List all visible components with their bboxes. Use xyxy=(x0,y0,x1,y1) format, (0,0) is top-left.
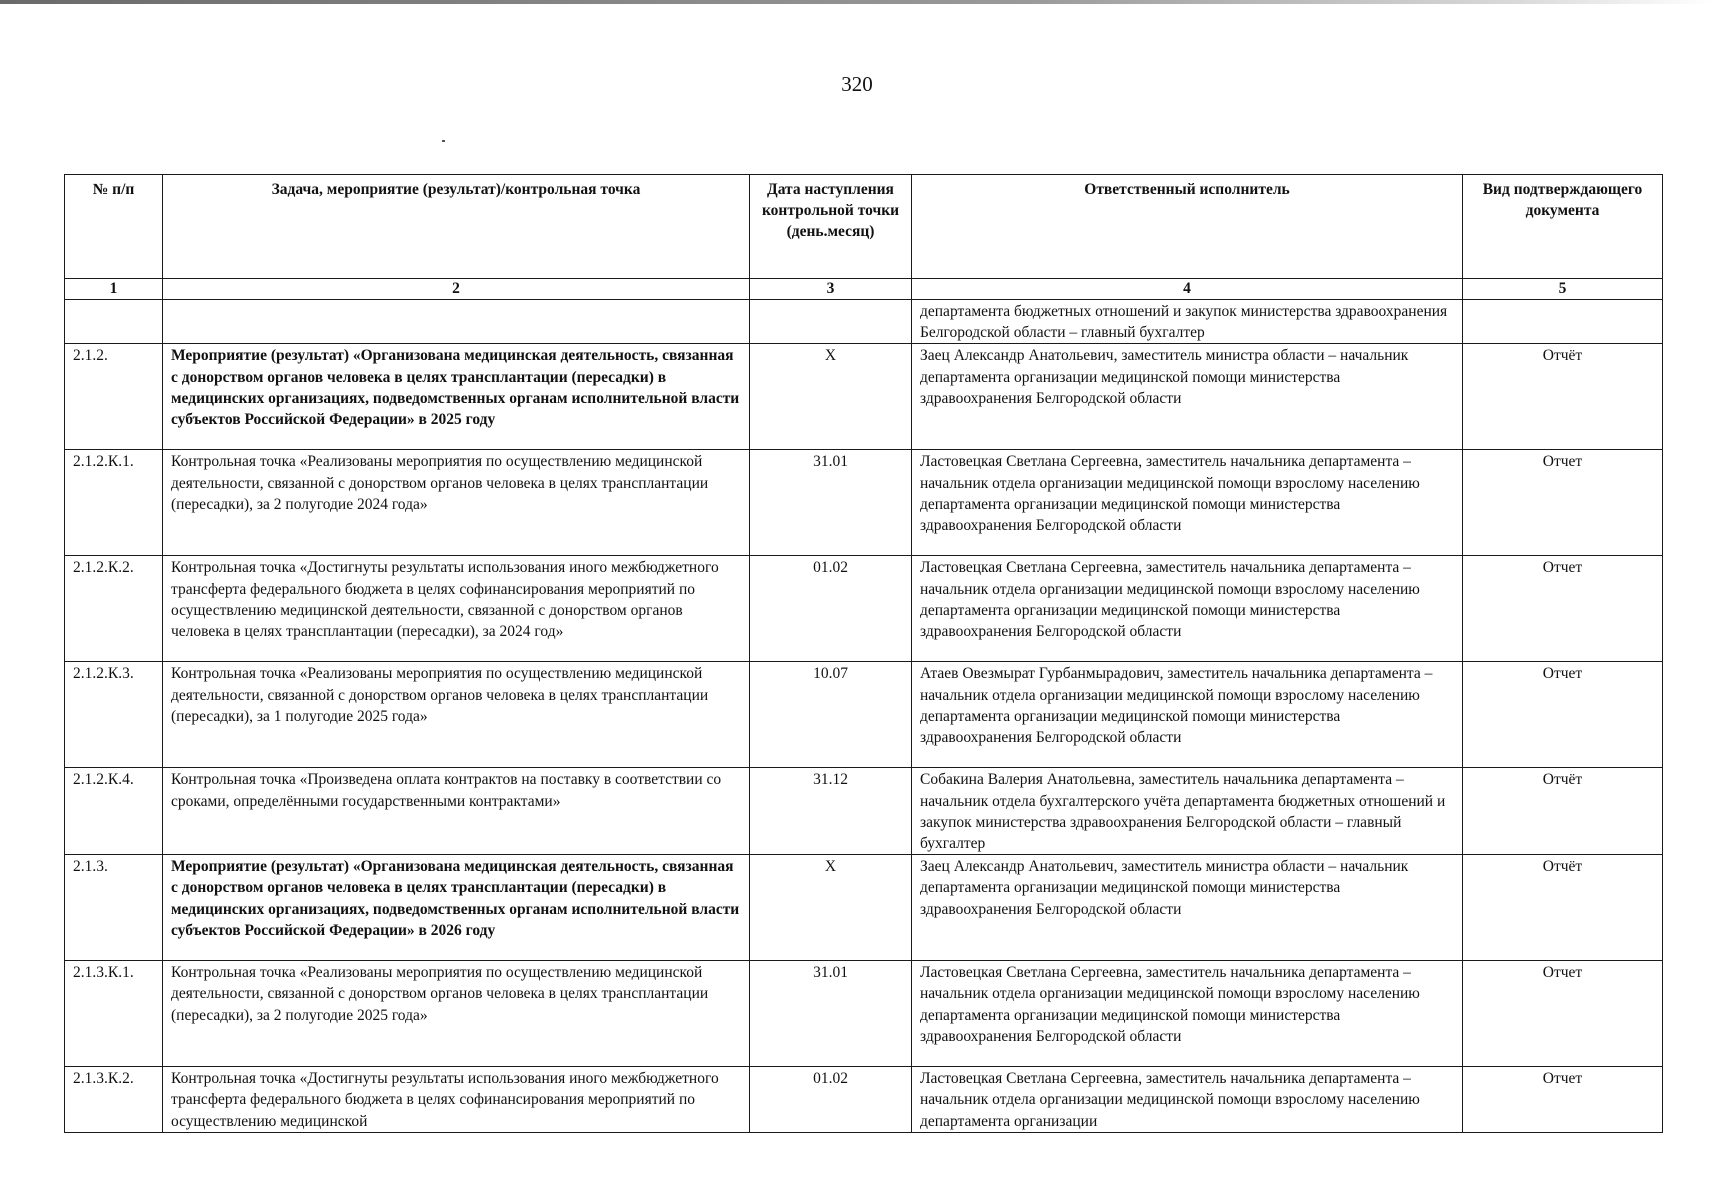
row-number xyxy=(65,300,163,344)
table-row xyxy=(65,556,1663,662)
row-task: Контрольная точка «Произведена оплата контрактов на поставку в соответствии со сроками, определёнными государственными контрактами» xyxy=(163,768,750,855)
row-responsible: Собакина Валерия Анатольевна, заместитель начальника департамента – начальник отдела бухгалтерского учёта департамента бюджетных отношений и закупок министерства здравоохранения Белгородской области – главный бухгалтер xyxy=(912,768,1463,855)
header-num: № п/п xyxy=(65,175,163,279)
table-row xyxy=(65,344,1663,450)
row-date: 01.02 xyxy=(750,1067,912,1133)
row-task: Контрольная точка «Реализованы мероприятия по осуществлению медицинской деятельности, связанной с донорством органов человека в целях трансплантации (пересадки), за 1 полугодие 2025 года» xyxy=(163,662,750,768)
control-points-table xyxy=(64,174,1663,1133)
row-date: 31.01 xyxy=(750,961,912,1067)
scan-speck xyxy=(442,140,445,142)
row-date: 10.07 xyxy=(750,662,912,768)
row-number: 2.1.3.К.2. xyxy=(65,1067,163,1133)
column-number: 4 xyxy=(912,279,1463,300)
row-doc-type: Отчёт xyxy=(1463,344,1663,450)
row-doc-type: Отчет xyxy=(1463,1067,1663,1133)
row-responsible: Ластовецкая Светлана Сергеевна, заместитель начальника департамента – начальник отдела организации медицинской помощи взрослому населению департамента организации медицинской помощи министерства здравоохранения Белгородской области xyxy=(912,450,1463,556)
row-task: Контрольная точка «Реализованы мероприятия по осуществлению медицинской деятельности, связанной с донорством органов человека в целях трансплантации (пересадки), за 2 полугодие 2025 года» xyxy=(163,961,750,1067)
header-date: Дата наступления контрольной точки (день.месяц) xyxy=(750,175,912,279)
row-number: 2.1.3. xyxy=(65,855,163,961)
header-responsible: Ответственный исполнитель xyxy=(912,175,1463,279)
header-doc-type: Вид подтверждающего документа xyxy=(1463,175,1663,279)
row-number: 2.1.2.К.1. xyxy=(65,450,163,556)
row-doc-type xyxy=(1463,300,1663,344)
row-doc-type: Отчет xyxy=(1463,556,1663,662)
table-row xyxy=(65,662,1663,768)
row-task: Контрольная точка «Достигнуты результаты использования иного межбюджетного трансферта федерального бюджета в целях софинансирования мероприятий по осуществлению медицинской xyxy=(163,1067,750,1133)
table-row xyxy=(65,855,1663,961)
row-responsible: Заец Александр Анатольевич, заместитель министра области – начальник департамента организации медицинской помощи министерства здравоохранения Белгородской области xyxy=(912,855,1463,961)
row-task: Мероприятие (результат) «Организована медицинская деятельность, связанная с донорством органов человека в целях трансплантации (пересадки) в медицинских организациях, подведомственных органам исполнительной власти субъектов Российской Федерации» в 2025 году xyxy=(163,344,750,450)
row-date: X xyxy=(750,344,912,450)
row-responsible: Заец Александр Анатольевич, заместитель министра области – начальник департамента организации медицинской помощи министерства здравоохранения Белгородской области xyxy=(912,344,1463,450)
table-row xyxy=(65,961,1663,1067)
table-row xyxy=(65,450,1663,556)
row-number: 2.1.3.К.1. xyxy=(65,961,163,1067)
row-doc-type: Отчет xyxy=(1463,662,1663,768)
row-responsible: Ластовецкая Светлана Сергеевна, заместитель начальника департамента – начальник отдела организации медицинской помощи взрослому населению департамента организации медицинской помощи министерства здравоохранения Белгородской области xyxy=(912,556,1463,662)
column-number: 1 xyxy=(65,279,163,300)
table-row xyxy=(65,1067,1663,1133)
row-date: 31.01 xyxy=(750,450,912,556)
row-date: X xyxy=(750,855,912,961)
row-date: 31.12 xyxy=(750,768,912,855)
row-date: 01.02 xyxy=(750,556,912,662)
scan-edge xyxy=(0,0,1714,4)
column-number: 5 xyxy=(1463,279,1663,300)
row-responsible: Ластовецкая Светлана Сергеевна, заместитель начальника департамента – начальник отдела организации медицинской помощи взрослому населению департамента организации медицинской помощи министерства здравоохранения Белгородской области xyxy=(912,961,1463,1067)
header-task: Задача, мероприятие (результат)/контрольная точка xyxy=(163,175,750,279)
row-number: 2.1.2.К.4. xyxy=(65,768,163,855)
row-task: Мероприятие (результат) «Организована медицинская деятельность, связанная с донорством органов человека в целях трансплантации (пересадки) в медицинских организациях, подведомственных органам исполнительной власти субъектов Российской Федерации» в 2026 году xyxy=(163,855,750,961)
row-doc-type: Отчёт xyxy=(1463,855,1663,961)
table-row xyxy=(65,300,1663,344)
row-doc-type: Отчет xyxy=(1463,961,1663,1067)
column-number-row xyxy=(65,279,1663,300)
row-task: Контрольная точка «Реализованы мероприятия по осуществлению медицинской деятельности, связанной с донорством органов человека в целях трансплантации (пересадки), за 2 полугодие 2024 года» xyxy=(163,450,750,556)
row-task: Контрольная точка «Достигнуты результаты использования иного межбюджетного трансферта федерального бюджета в целях софинансирования мероприятий по осуществлению медицинской деятельности, связанной с донорством органов человека в целях трансплантации (пересадки), за 2024 год» xyxy=(163,556,750,662)
table-header-row xyxy=(65,175,1663,279)
row-doc-type: Отчет xyxy=(1463,450,1663,556)
row-task xyxy=(163,300,750,344)
column-number: 3 xyxy=(750,279,912,300)
page-number: 320 xyxy=(841,72,873,96)
row-responsible: Атаев Овезмырат Гурбанмырадович, заместитель начальника департамента – начальник отдела организации медицинской помощи взрослому населению департамента организации медицинской помощи министерства здравоохранения Белгородской области xyxy=(912,662,1463,768)
row-number: 2.1.2.К.3. xyxy=(65,662,163,768)
row-responsible: департамента бюджетных отношений и закупок министерства здравоохранения Белгородской области – главный бухгалтер xyxy=(912,300,1463,344)
row-number: 2.1.2.К.2. xyxy=(65,556,163,662)
column-number: 2 xyxy=(163,279,750,300)
row-date xyxy=(750,300,912,344)
row-responsible: Ластовецкая Светлана Сергеевна, заместитель начальника департамента – начальник отдела организации медицинской помощи взрослому населению департамента организации xyxy=(912,1067,1463,1133)
table-row xyxy=(65,768,1663,855)
row-number: 2.1.2. xyxy=(65,344,163,450)
row-doc-type: Отчёт xyxy=(1463,768,1663,855)
